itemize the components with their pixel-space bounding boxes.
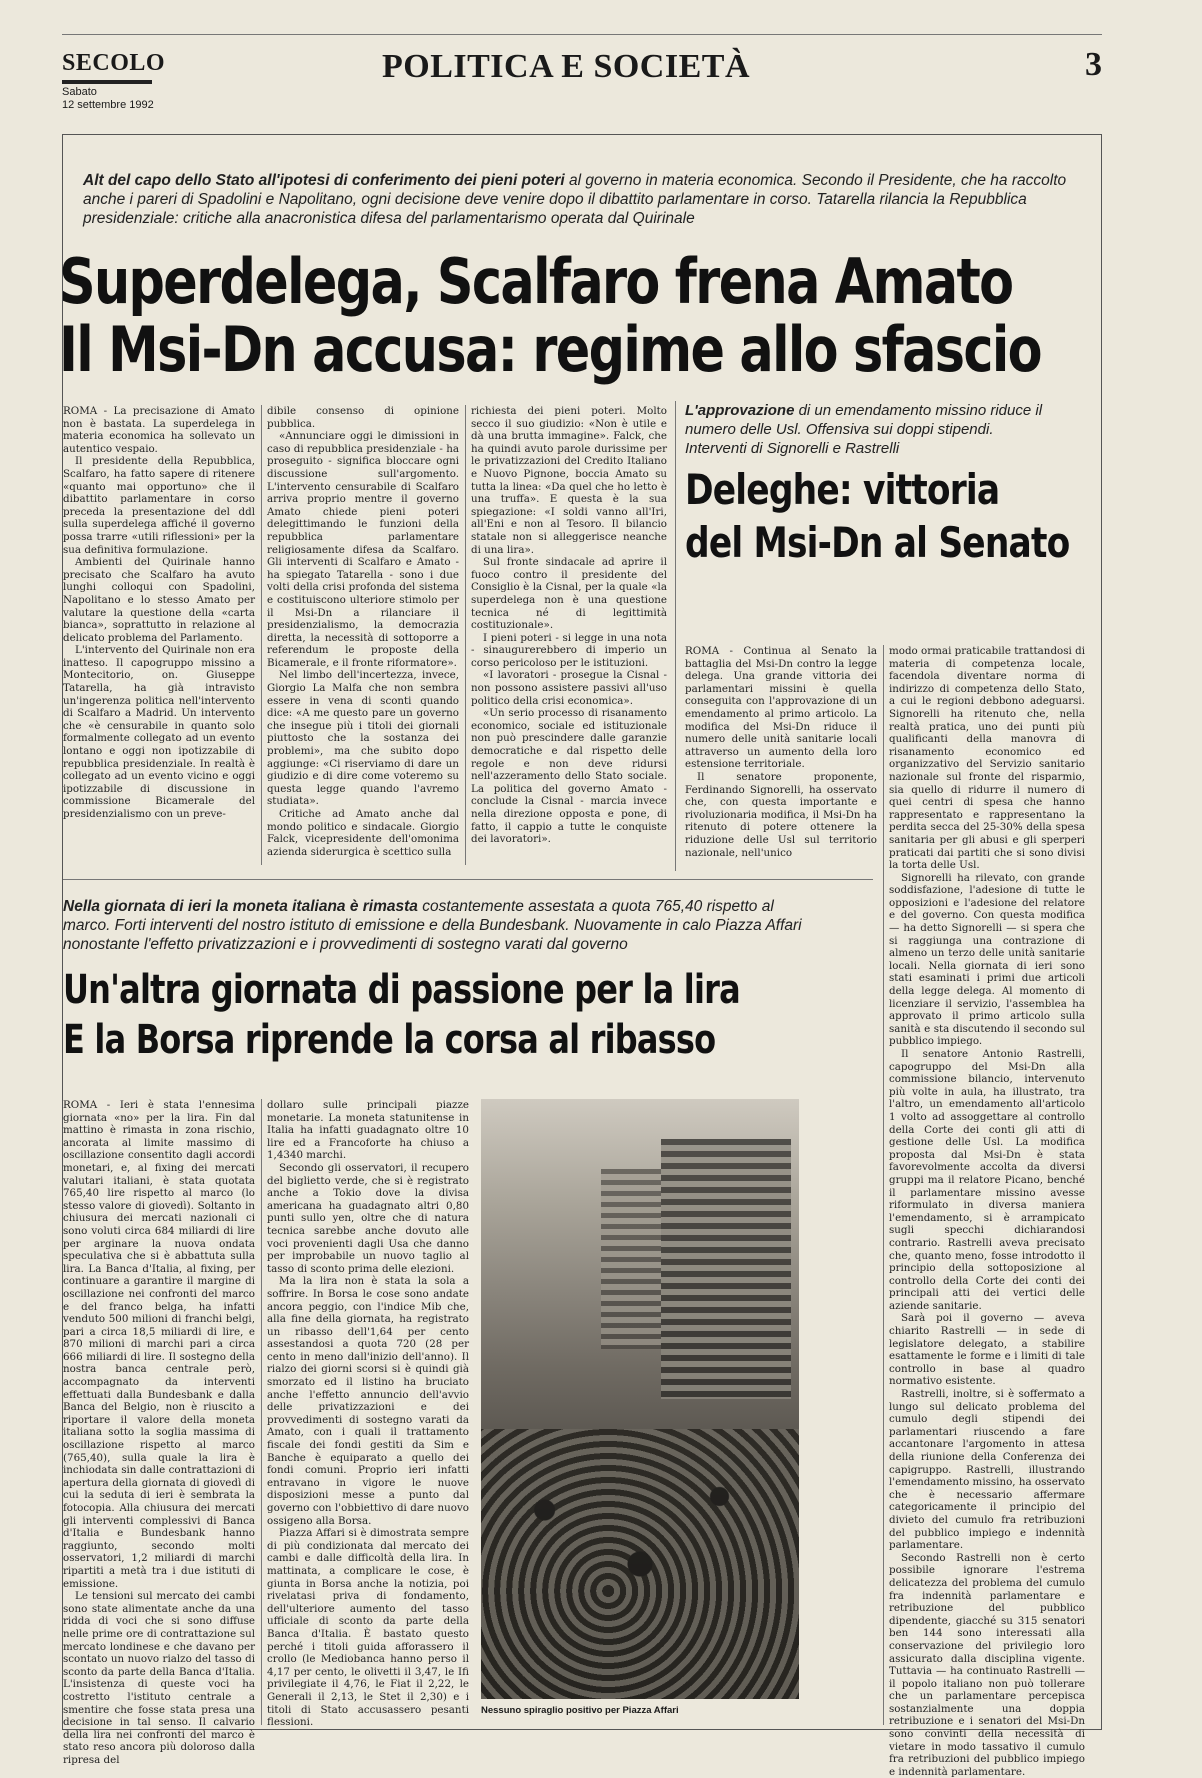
story1-col3-p3: I pieni poteri - si legge in una nota - sinaugurerebbero di imperio un corso pericoloso per le istituzioni. [471, 631, 667, 669]
story2-col1-p2: Il senatore proponente, Ferdinando Signorelli, ha osservato che, con questa importante e rivoluzionaria modifica, il Msi-Dn ha ritenuto di potere ottenere la riduzione delle Usl sul territorio nazionale, nell'unico [685, 770, 877, 859]
issue-date: 12 settembre 1992 [62, 99, 154, 111]
story1-col3-p4: «I lavoratori - prosegue la Cisnal - non possono assistere passivi all'uso politico della crisi economica». [471, 669, 667, 707]
story2-kicker [685, 401, 1045, 458]
story1-col2-p2: «Annunciare oggi le dimissioni in caso di repubblica presidenziale - ha proseguito - significa bloccare ogni discussione sull'argomento. L'intervento censurabile di Scalfaro arriva proprio mentre il governo Amato chiede pieni poteri delegittimando le funzioni della repubblica parlamentare religiosamente difesa da Scalfaro. Gli interventi di Scalfaro e Amato - ha spiegato Tatarella - sono i due volti della crisi profonda del sistema e costituiscono ulteriore stimolo per il Msi-Dn a rilanciare il presidenzialismo, la democrazia diretta, la necessità di sottoporre a referendum le proposte della Bicamerale, e il fronte riformatore». [267, 430, 459, 669]
story2-col2-p3: Il senatore Antonio Rastrelli, capogruppo del Msi-Dn alla commissione bilancio, intervenuto più volte in aula, ha illustrato, tra l'altro, un emendamento all'articolo 1 volto ad assoggettare al controllo della Corte dei conti gli atti di gestione delle Usl. La modifica proposta dal Msi-Dn è stata favorevolmente accolta da diversi gruppi ma il relatore Picano, benché il parlamentare missino avesse riformulato in diversa maniera l'emendamento, si è arrampicato sugli specchi dichiarandosi contrario. Rastrelli aveva precisato che, quanto meno, fosse introdotto il principio della sottoposizione al controllo della Corte dei conti dei principali atti dei vertici delle aziende sanitarie. [889, 1048, 1085, 1312]
photo-caption: Nessuno spiraglio positivo per Piazza Affari [481, 1705, 679, 1716]
masthead [62, 30, 1102, 130]
story1-story3-separator [63, 879, 873, 880]
story1-headline-line1: Superdelega, Scalfaro frena Amato [59, 245, 1013, 318]
story2-headline-line2: del Msi-Dn al Senato [685, 518, 1070, 567]
story3-kicker-rest: costantemente assestata a quota 765,40 rispetto al marco. Forti interventi del nostro istituto di emissione e della Bundesbank. Nuovamente in calo Piazza Affari nonostante l'effetto privatizzazioni e i provvedimenti di sostegno varati dal governo [63, 898, 802, 953]
story1-col1-p1: ROMA - La precisazione di Amato non è bastata. La superdelega in materia economica ha sollevato un autentico vespaio. [63, 405, 255, 455]
story1-col2-p1: dibile consenso di opinione pubblica. [267, 405, 459, 430]
story1-separator-1 [261, 405, 262, 865]
photo-quote-board-secondary [601, 1169, 661, 1349]
photo-quote-board [661, 1139, 791, 1399]
story1-col3-p5: «Un serio processo di risanamento economico, sociale ed istituzionale non può prescindere dalle garanzie democratiche e dal rispetto delle regole e non deve ridursi nell'azzeramento dello Stato sociale. La politica del governo Amato - conclude la Cisnal - marcia invece nella direzione opposta e pone, di fatto, il cappio a tutte le conquiste dei lavoratori». [471, 707, 667, 846]
story3-headline-line1: Un'altra giornata di passione per la lira [63, 967, 740, 1013]
story2-col2-p6: Secondo Rastrelli non è certo possibile ignorare l'estrema delicatezza del problema del cumulo fra indennità parlamentare e retribuzione del pubblico dipendente, giacché su 315 senatori ben 144 sono interessati alla conservazione del privilegio loro assicurato dalla disciplina vigente. Tuttavia — ha continuato Rastrelli — il popolo italiano non può tollerare che un parlamentare percepisca sostanzialmente una doppia retribuzione e i senatori del Msi-Dn sono convinti della necessità di vietare in modo tassativo il cumulo fra retribuzioni del pubblico impiego e indennità parlamentare. [889, 1551, 1085, 1778]
main-article-box [59, 134, 1102, 1778]
story1-kicker-bold: Alt del capo dello Stato all'ipotesi di conferimento dei pieni poteri [83, 172, 565, 189]
story2-col1-p1: ROMA - Continua al Senato la battaglia del Msi-Dn contro la legge delega. Una grande vittoria dei parlamentari missini è quella conseguita con l'approvazione di un emendamento al primo articolo. La modifica del Msi-Dn riduce il numero delle unità sanitarie locali attraverso un aumento della loro estensione territoriale. [685, 645, 877, 771]
story1-column-2 [267, 405, 459, 858]
logo-underline [62, 80, 152, 84]
story1-separator-2 [465, 405, 466, 865]
page-number: 3 [1085, 46, 1102, 83]
story2-kicker-bold: L'approvazione [685, 402, 795, 419]
story1-col2-p3: Nel limbo dell'incertezza, invece, Giorgio La Malfa che non sembra essere in vena di sconti quando dice: «A me questo pare un governo che insegue più i titoli dei giornali piuttosto che la sostanza dei problemi», ma che subito dopo aggiunge: «Ci riserviamo di dare un giudizio e di dire come voteremo su questa legge quando l'avremo studiata». [267, 669, 459, 808]
story1-column-3 [471, 405, 667, 846]
story2-col2-p4: Sarà poi il governo — aveva chiarito Rastrelli — in sede di legislatore delegato, a stabilire esattamente le forme e i limiti di tale controllo in base al quadro normativo esistente. [889, 1312, 1085, 1388]
story3-separator-1 [261, 1099, 262, 1725]
issue-day: Sabato [62, 86, 97, 98]
story3-col2-p4: Piazza Affari si è dimostrata sempre di più condizionata dal mercato dei cambi e dalle difficoltà della lira. In mattinata, a complicare le cose, è giunta in Borsa anche la notizia, poi rivelatasi priva di fondamento, dell'ulteriore aumento del tasso ufficiale di sconto da parte della Banca d'Italia. È bastato questo perché i titoli guida afforassero il crollo (le Mediobanca hanno perso il 4,17 per cento, le olivetti il 3,47, le Ifi privilegiate il 4,76, le Fiat il 2,22, le Generali il 2,13, le Stet il 2,30) e i titoli di Stato accusassero pesanti flessioni. [267, 1527, 469, 1729]
story1-kicker [83, 171, 1073, 228]
story1-headline-line2: Il Msi-Dn accusa: regime allo sfascio [59, 313, 1041, 386]
story3-kicker [63, 897, 803, 954]
story2-headline-line1: Deleghe: vittoria [685, 465, 1000, 514]
story2-col2-p2: Signorelli ha rilevato, con grande soddisfazione, l'adesione di tutte le opposizioni e l'adesione del relatore e del governo. Con questa modifica — ha detto Signorelli — si spera che si raggiunga una contrazione di almeno un terzo delle unità sanitarie locali. Nella giornata di ieri sono stati esaminati i primi due articoli della legge delega. Al momento di licenziare il servizio, l'assemblea ha approvato il primo articolo sulla sanità e sta discutendo il secondo sul pubblico impiego. [889, 871, 1085, 1048]
story1-column-1 [63, 405, 255, 821]
story3-col1-p1: ROMA - Ieri è stata l'ennesima giornata «no» per la lira. Fin dal mattino è rimasta in zona rischio, ancorata al limite massimo di oscillazione consentito dagli accordi monetari, e, al fixing dei mercati valutari italiani, è stata quotata 765,40 lire rispetto al marco (lo stesso valore di giovedì). Soltanto in chiusura dei mercati nazionali ci sono voluti circa 684 miliardi di lire per arginare la nuova ondata speculativa che si è abbattuta sulla lira. La Banca d'Italia, al fixing, per continuare a garantire il margine di oscillazione nei confronti del marco e del franco belga, ha infatti venduto 500 milioni di franchi belgi, pari a circa 18,5 miliardi di lire, e 870 milioni di marchi pari a circa 666 miliardi di lire. Il sostegno della nostra banca centrale però, accompagnato da interventi effettuati dalla Bundesbank e dalla Banca del Belgio, non è riuscito a riportare il valore della moneta italiana sotto la soglia massima di oscillazione rispetto al marco (765,40), sulla quale la lira è inchiodata sin dalle contrattazioni di apertura della giornata di giovedì di cui la seduta di ieri è sembrata la fotocopia. Alla chiusura dei mercati gli interventi complessivi di Banca d'Italia e Bundesbank hanno raggiunto, secondo molti osservatori, 1,2 miliardi di marchi ripartiti a metà tra i due istituti di emissione. [63, 1099, 255, 1590]
story2-column-2 [889, 645, 1085, 1778]
story1-col1-p2: Il presidente della Repubblica, Scalfaro, ha fatto sapere di ritenere «quanto mai opportuno» che il dibattito parlamentare in corso preceda la presentazione del ddl sulla superdelega affiché il governo possa trarre «utili riflessioni» per la sua definitiva formulazione. [63, 455, 255, 556]
story2-col2-p5: Rastrelli, inoltre, si è soffermato a lungo sul delicato problema del cumulo degli stipendi dei parlamentari riuscendo a fare accantonare l'argomento in attesa della riunione della Conferenza dei capigruppo. Rastrelli, illustrando l'emendamento missino, ha osservato che è necessario affermare categoricamente il principio del divieto del cumulo fra retribuzioni del pubblico impiego e indennità parlamentare. [889, 1388, 1085, 1552]
story3-column-1 [63, 1099, 255, 1766]
section-title: POLITICA E SOCIETÀ [382, 48, 750, 85]
story2-col2-p1: modo ormai praticabile trattandosi di materia di competenza locale, facendola diventare norma di indirizzo di competenza dello Stato, a cui le regioni debbono adeguarsi. Signorelli ha ritenuto che, nella realtà pratica, uno dei punti più qualificanti della manovra di risanamento economico ed organizzativo del Servizio sanitario nazionale sul fronte del risparmio, sia quello di ridurre il numero di quei centri di spesa che hanno rappresentato e rappresentano la perdita secca del 25-30% della spesa sanitaria per gli abusi e gli sperperi praticati dai partiti che si sono divisi la torta delle Usl. [889, 645, 1085, 872]
story1-col3-p1: richiesta dei pieni poteri. Molto secco il suo giudizio: «Non è utile e dà una brutta immagine». Falck, che ha quindi avuto parole durissime per le privatizzazioni del Credito Italiano e Nuovo Pignone, boccia Amato su tutta la linea: «Da quel che ho letto è una truffa». E questa è la sua spiegazione: «I soldi vanno all'Iri, all'Eni e non al Tesoro. Il bilancio statale non si alleggerisce neanche di una lira». [471, 405, 667, 556]
story3-col2-p2: Secondo gli osservatori, il recupero del biglietto verde, che si è registrato anche a Tokio dove la divisa americana ha guadagnato altri 0,80 punti sullo yen, oltre che di natura tecnica sarebbe anche dovuto alle voci provenienti dagli Usa che danno per improbabile un nuovo taglio al tasso di sconto prima delle elezioni. [267, 1161, 469, 1275]
story3-kicker-bold: Nella giornata di ieri la moneta italiana è rimasta [63, 898, 418, 915]
story3-col2-p1: dollaro sulle principali piazze monetarie. La moneta statunitense in Italia ha infatti guadagnato oltre 10 lire ed a Francoforte ha chiuso a 1,4340 marchi. [267, 1099, 469, 1162]
newspaper-logo: SECOLO [62, 50, 166, 76]
top-rule [62, 34, 1102, 35]
story3-column-2 [267, 1099, 469, 1729]
photo-trading-crowd [481, 1429, 799, 1699]
story3-headline-line2: E la Borsa riprende la corsa al ribasso [63, 1017, 716, 1063]
story2-kicker-rest: di un emendamento missino riduce il numero delle Usl. Offensiva sui doppi stipendi. Interventi di Signorelli e Rastrelli [685, 402, 1043, 457]
story1-kicker-rest: al governo in materia economica. Secondo il Presidente, che ha raccolto anche i pareri di Spadolini e Napolitano, ogni decisione deve venire dopo il dibattito parlamentare in corso. Tatarella rilancia la Repubblica presidenziale: critiche alla anacronistica difesa del parlamentarismo operata dal Quirinale [83, 172, 1067, 227]
story1-story2-separator [675, 401, 676, 871]
stock-exchange-photo [481, 1099, 799, 1699]
story1-col3-p2: Sul fronte sindacale ad aprire il fuoco contro il presidente del Consiglio è la Cisnal, per la quale «la superdelega non è una questione tecnica né di legittimità costituzionale». [471, 556, 667, 632]
story1-col1-p3: Ambienti del Quirinale hanno precisato che Scalfaro ha avuto lunghi colloqui con Spadolini, Napolitano e lo stesso Amato per valutare la questione della «carta bianca», soprattutto in relazione al delicato problema del Parlamento. [63, 556, 255, 644]
story2-separator [883, 645, 884, 1725]
story2-column-1 [685, 645, 877, 859]
newspaper-page [59, 30, 1102, 1778]
story3-col1-p2: Le tensioni sul mercato dei cambi sono state alimentate anche da una ridda di voci che si sono diffuse nelle prime ore di contrattazione sul mercato londinese e che davano per scontato un nuovo rialzo del tasso di sconto da parte della Banca d'Italia. L'insistenza di queste voci ha costretto l'istituto centrale a smentire che fosse stata presa una decisione in tal senso. Il calvario della lira nei confronti del marco è stato reso ancora più doloroso dalla ripresa del [63, 1590, 255, 1766]
story1-col1-p4: L'intervento del Quirinale non era inatteso. Il capogruppo missino a Montecitorio, on. Giuseppe Tatarella, ha già intravisto un'ingerenza politica nell'intervento di Scalfaro a Madrid. Un intervento che «è censurabile in quanto solo formalmente collegato ad un evento lontano e oggi non ipotizzabile di repubblica presidenziale. In realtà è collegato ad un evento vicino e oggi ipotizzabile di discussione in commissione Bicamerale del presidenzialismo con un preve- [63, 644, 255, 820]
story1-col2-p4: Critiche ad Amato anche dal mondo politico e sindacale. Giorgio Falck, vicepresidente dell'omonima azienda siderurgica è scettico sulla [267, 808, 459, 858]
story3-col2-p3: Ma la lira non è stata la sola a soffrire. In Borsa le cose sono andate ancora peggio, con l'indice Mib che, alla fine della giornata, ha registrato un ribasso dell'1,64 per cento assestandosi a quota 720 (28 per cento in meno dall'inizio dell'anno). Il rialzo dei giorni scorsi si è quindi già smorzato ed il listino ha bruciato anche l'effetto annuncio dell'avvio delle privatizzazioni e dei provvedimenti di sostegno varati da Amato, con i quali il trattamento fiscale dei fondi gestiti da Sim e Banche è equiparato a quello dei fondi comuni. Proprio ieri infatti entravano in vigore le nuove disposizioni messe a punto dal governo con l'obbiettivo di dare nuovo ossigeno alla Borsa. [267, 1275, 469, 1527]
